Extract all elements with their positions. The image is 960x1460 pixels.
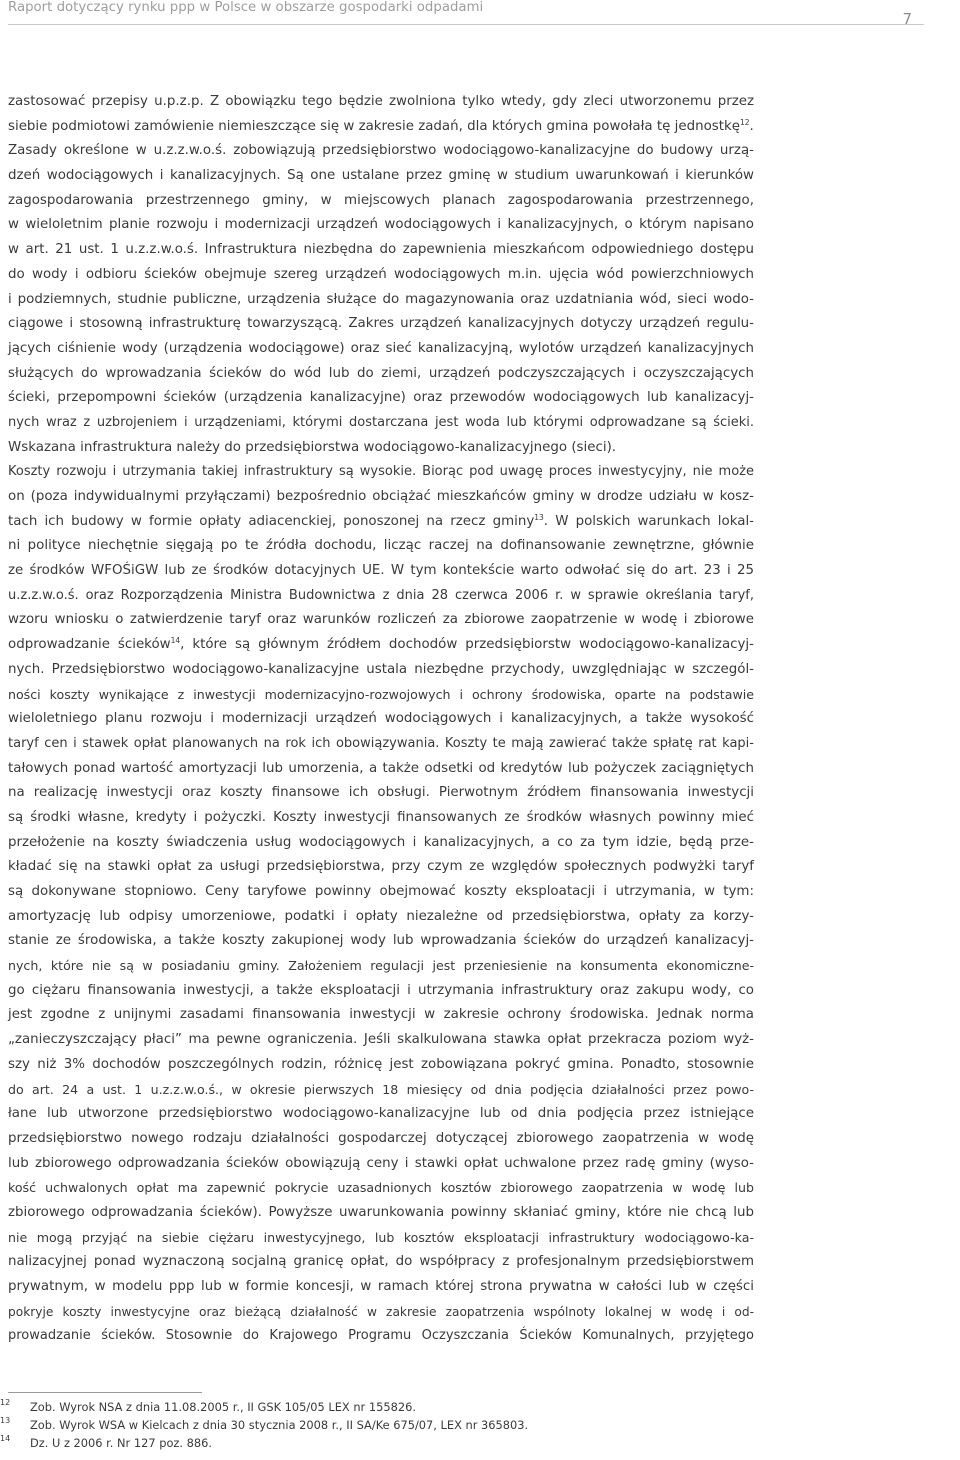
text-line: dzeń wodociągowych i kanalizacyjnych. Są one ustalane przez gminę w studium uwarunkowań i kierunków bbox=[8, 168, 754, 184]
text-line: ścieki, przepompowni ścieków (urządzenia kanalizacyjne) oraz przewodów wodociągowych lub kanalizacyj- bbox=[8, 390, 754, 406]
body-text bbox=[8, 90, 754, 1349]
text-line: Wskazana infrastruktura należy do przedsiębiorstwa wodociągowo-kanalizacyjnego (sieci). bbox=[8, 439, 617, 455]
text-line: w wieloletnim planie rozwoju i modernizacji urządzeń wodociągowych i kanalizacyjnych, o którym napisano bbox=[8, 217, 754, 233]
text-line: jest zgodne z unijnymi zasadami finansowania inwestycji w zakresie ochrony środowiska. Jednak norma bbox=[8, 1007, 754, 1023]
text-line: do wody i odbioru ścieków obejmuje szereg urządzeń wodociągowych m.in. ujęcia wód powierzchniowych bbox=[8, 266, 754, 282]
text-line: na realizację inwestycji oraz koszty finansowe ich obsługi. Pierwotnym źródłem finansowania inwestycji bbox=[8, 785, 754, 801]
footnote-13 bbox=[0, 1416, 760, 1434]
text-line: go ciężaru finansowania inwestycji, a także eksploatacji i utrzymania infrastruktury oraz zakupu wody, co bbox=[8, 982, 754, 998]
text-line: w art. 21 ust. 1 u.z.z.w.o.ś. Infrastruktura niezbędna do zapewnienia mieszkańcom odpowiedniego dostępu bbox=[8, 242, 754, 258]
text-line: nych, które nie są w posiadaniu gminy. Założeniem regulacji jest przeniesienie na konsumenta ekonomiczne- bbox=[8, 958, 754, 974]
text-line: tach ich budowy w formie opłaty adiacenckiej, ponoszonej na rzecz gminy$^{13}$. W polskich warunkach lokal- bbox=[8, 512, 754, 529]
text-line: nie mogą przyjąć na siebie ciężaru inwestycyjnego, lub kosztów eksploatacji infrastruktury wodociągowo-ka- bbox=[8, 1229, 754, 1245]
footnote-ref-14[interactable]: 14 bbox=[170, 636, 181, 646]
text-line: są dokonywane stopniowo. Ceny taryfowe powinny obejmować koszty eksploatacji i utrzymania, w tym: bbox=[8, 884, 754, 899]
footnote-divider bbox=[8, 1392, 202, 1393]
footnote-12 bbox=[0, 1398, 760, 1416]
text-line: ciągowe i stosowną infrastrukturę towarzyszącą. Zakres urządzeń kanalizacyjnych dotyczy urządzeń regulu- bbox=[8, 316, 754, 332]
text-line: zbiorowego odprowadzania ścieków). Powyższe uwarunkowania powinny skłaniać gminy, które nie chcą lub bbox=[8, 1204, 754, 1220]
text-line: stanie ze środowiska, a także koszty zakupionej wody lub wprowadzania ścieków do urządzeń kanalizacyj- bbox=[8, 933, 754, 949]
text-line: i podziemnych, studnie publiczne, urządzenia służące do magazynowania oraz uzdatniania wód, sieci wodo- bbox=[8, 291, 754, 307]
footnote-number: 14 bbox=[0, 1434, 11, 1443]
text-line: prywatnym, w modelu ppp lub w formie koncesji, w ramach której strona prywatna w całości lub w części bbox=[8, 1279, 754, 1294]
text-line: taryf cen i stawek opłat planowanych na rok ich obowiązywania. Koszty te mają zawierać także spłatę rat kapi- bbox=[8, 735, 754, 751]
text-line: nych wraz z uzbrojeniem i urządzeniami, którymi dostarczana jest woda lub którymi odprowadzane są ścieki. bbox=[8, 414, 754, 430]
text-line: lub zbiorowego odprowadzania ścieków obowiązują ceny i stawki opłat uchwalone przez radę gminy (wyso- bbox=[8, 1155, 754, 1171]
text-line: przedsiębiorstwo nowego rodzaju działalności gospodarczej dotyczącej zbiorowego zaopatrzenia w wodę bbox=[8, 1130, 754, 1146]
text-line: ni polityce niechętnie sięgają po te źródła dochodu, licząc raczej na dofinansowanie zewnętrzne, głównie bbox=[8, 538, 754, 554]
report-title: Raport dotyczący rynku ppp w Polsce w obszarze gospodarki odpadami bbox=[8, 0, 484, 15]
text-line: Koszty rozwoju i utrzymania takiej infrastruktury są wysokie. Biorąc pod uwagę proces inwestycyjny, nie może bbox=[8, 464, 754, 480]
text-line: ze środków WFOŚiGW lub ze środków dotacyjnych UE. W tym kontekście warto odwołać się do art. 23 i 25 bbox=[8, 563, 754, 579]
footnotes bbox=[0, 1398, 760, 1452]
text-line: szy niż 3% dochodów poszczególnych rodzin, różnicę jest zobowiązana pokryć gmina. Ponadto, stosownie bbox=[8, 1056, 754, 1072]
text-line: nalizacyjnej ponad wyznaczoną socjalną granicę opłat, do współpracy z profesjonalnym przedsiębiorstwem bbox=[8, 1254, 754, 1270]
text-line: tałowych ponad wartość amortyzacji lub umorzenia, a także odsetki od kredytów lub pożyczek zaciągniętych bbox=[8, 760, 754, 776]
footnote-number: 13 bbox=[0, 1416, 11, 1425]
text-line: kość uchwalonych opłat ma zapewnić pokrycie uzasadnionych kosztów zbiorowego zaopatrzenia w wodę lub bbox=[8, 1180, 754, 1196]
text-line: ności koszty wynikające z inwestycji modernizacyjno-rozwojowych i ochrony środowiska, oparte na podstawie bbox=[8, 686, 754, 702]
text-line: wieloletniego planu rozwoju i modernizacji urządzeń wodociągowych i kanalizacyjnych, a także wysokość bbox=[8, 711, 754, 727]
text-line: jących ciśnienie wody (urządzenia wodociągowe) oraz sieć kanalizacyjną, wylotów urządzeń kanalizacyjnych bbox=[8, 340, 754, 356]
text-line: są środki własne, kredyty i pożyczki. Koszty inwestycji finansowanych ze środków własnych powinny mieć bbox=[8, 809, 754, 825]
footnote-ref-13[interactable]: 13 bbox=[534, 512, 544, 522]
text-line: siebie podmiotowi zamówienie niemieszczące się w zakresie zadań, dla których gmina powołała tę jednostkę$^{12}$. bbox=[8, 117, 754, 134]
page-number: 7 bbox=[902, 10, 912, 28]
footnote-ref-12[interactable]: 12 bbox=[739, 117, 750, 127]
footnote-14 bbox=[0, 1434, 760, 1452]
text-line: on (poza indywidualnymi przyłączami) bezpośrednio obciążać mieszkańców gminy w drodze udziału w kosz- bbox=[8, 489, 754, 504]
text-line: amortyzację lub odpisy umorzeniowe, podatki i opłaty niezależne od przedsiębiorstwa, opłaty za korzy- bbox=[8, 908, 754, 924]
text-line: kładać się na stawki opłat za usługi przedsiębiorstwa, przy czym ze względów społecznych podwyżki taryf bbox=[8, 859, 754, 875]
text-line: nych. Przedsiębiorstwo wodociągowo-kanalizacyjne ustala niezbędne przychody, uwzględniając w szczegól- bbox=[8, 661, 754, 677]
text-line: u.z.z.w.o.ś. oraz Rozporządzenia Ministra Budownictwa z dnia 28 czerwca 2006 r. w sprawie określania taryf, bbox=[8, 587, 754, 603]
text-line: do art. 24 a ust. 1 u.z.z.w.o.ś., w okresie pierwszych 18 miesięcy od dnia podjęcia działalności przez powo- bbox=[8, 1081, 754, 1097]
footnote-text: Zob. Wyrok NSA z dnia 11.08.2005 r., II GSK 105/05 LEX nr 155826. bbox=[30, 1400, 416, 1414]
text-line: służących do wprowadzania ścieków do wód lub do ziemi, urządzeń podczyszczających i oczyszczających bbox=[8, 365, 754, 381]
text-line: prowadzanie ścieków. Stosownie do Krajowego Programu Oczyszczania Ścieków Komunalnych, przyjętego bbox=[8, 1328, 754, 1344]
text-line: pokryje koszty inwestycyjne oraz bieżącą działalność w zakresie zaopatrzenia wspólnoty lokalnej w wodę i od- bbox=[8, 1304, 754, 1319]
text-line: odprowadzanie ścieków$^{14}$, które są głównym źródłem dochodów przedsiębiorstw wodociągowo-kanalizacyj- bbox=[8, 636, 754, 653]
text-line: wzoru wniosku o zatwierdzenie taryf oraz warunków rozliczeń za zbiorowe zaopatrzenie w wodę i zbiorowe bbox=[8, 612, 754, 628]
text-line: „zanieczyszczający płaci” ma pewne ograniczenia. Jeśli skalkulowana stawka opłat przekracza poziom wyż- bbox=[8, 1032, 754, 1048]
text-line: przełożenie na koszty świadczenia usług wodociągowych i kanalizacyjnych, a co za tym idzie, będą prze- bbox=[8, 834, 754, 850]
text-line: zastosować przepisy u.p.z.p. Z obowiązku tego będzie zwolniona tylko wtedy, gdy zleci utworzonemu przez bbox=[8, 94, 754, 109]
text-line: zagospodarowania przestrzennego gminy, w miejscowych planach zagospodarowania przestrzennego, bbox=[8, 192, 754, 208]
running-header bbox=[8, 0, 924, 28]
footnote-text: Zob. Wyrok WSA w Kielcach z dnia 30 stycznia 2008 r., II SA/Ke 675/07, LEX nr 365803. bbox=[30, 1418, 529, 1432]
footnote-number: 12 bbox=[0, 1398, 11, 1407]
footnote-text: Dz. U z 2006 r. Nr 127 poz. 886. bbox=[30, 1436, 213, 1450]
text-line: łane lub utworzone przedsiębiorstwo wodociągowo-kanalizacyjne lub od dnia podjęcia przez istniejące bbox=[8, 1106, 754, 1122]
text-line: Zasady określone w u.z.z.w.o.ś. zobowiązują przedsiębiorstwo wodociągowo-kanalizacyjne do budowy urzą- bbox=[8, 143, 754, 159]
